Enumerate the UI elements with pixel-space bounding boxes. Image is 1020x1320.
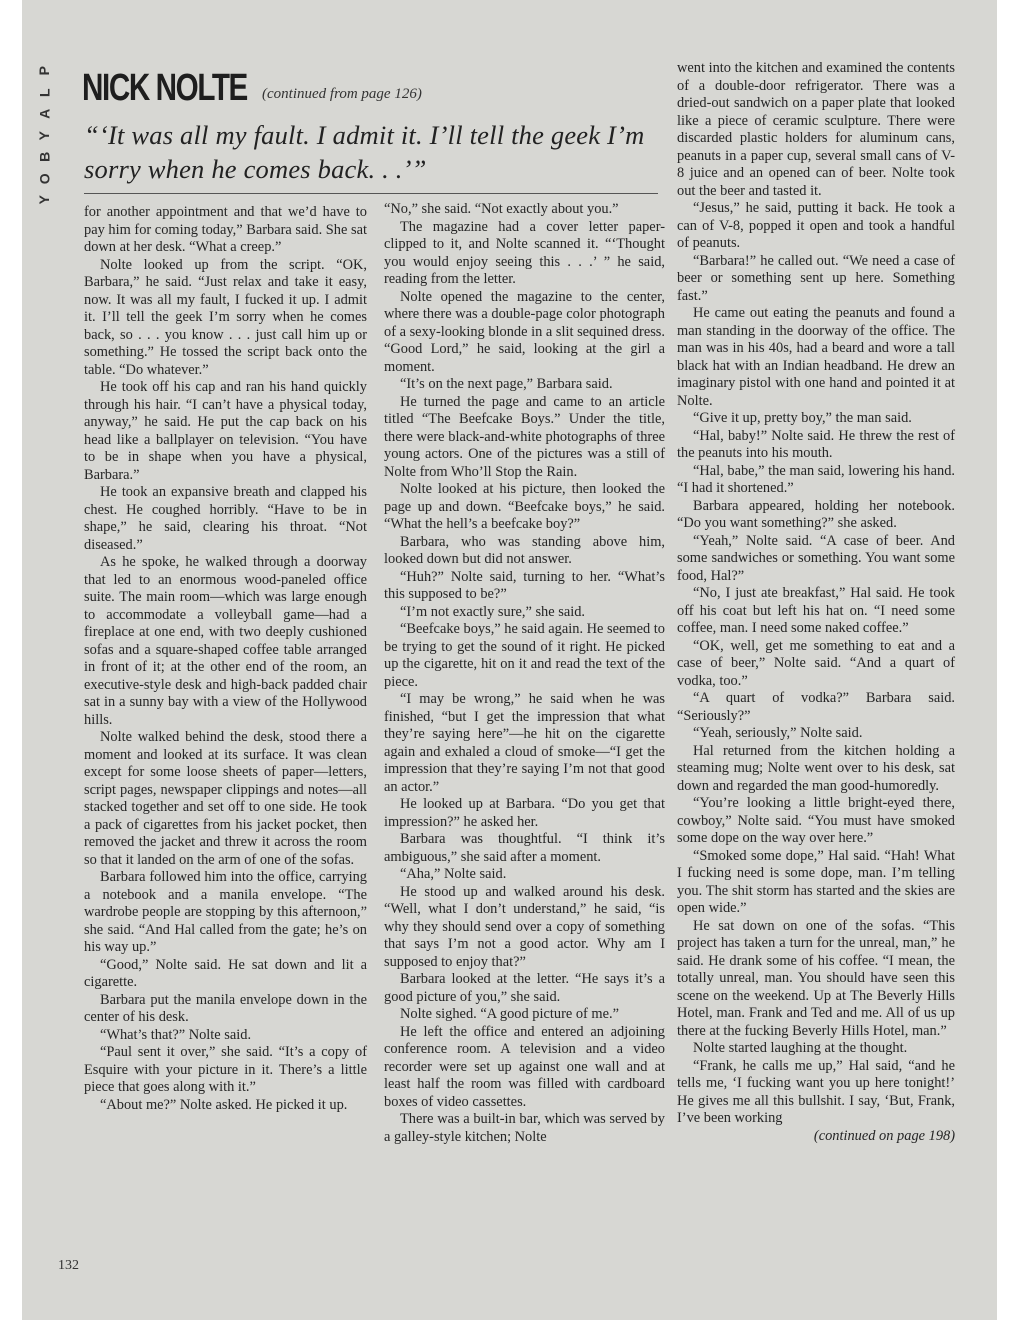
article-paragraph: Nolte looked up from the script. “OK, Barbara,” he said. “Just relax and take it easy, now. It was all my fault, I fucked it up. I admit it. I’ll tell the geek I’m sorry when he comes back, so . . . you know . . . just call him up or something.” He tossed the script back onto the table. “Do whatever.” (84, 256, 367, 378)
article-paragraph: Barbara was thoughtful. “I think it’s ambiguous,” she said after a moment. (384, 831, 665, 865)
side-label-letter: O (36, 172, 53, 184)
side-label-letter: B (36, 151, 53, 162)
article-paragraph: went into the kitchen and examined the contents of a double-door refrigerator. There was a dried-out sandwich on a paper plate that looked like a piece of ceramic sculpture. There were discarded plastic holders for aluminum cans, peanuts in a paper cup, several small cans of V-8 juice and an opened can of beer. Nolte took out the beer and tasted it. (677, 60, 955, 199)
side-label-letter: Y (36, 130, 53, 140)
article-paragraph: “What’s that?” Nolte said. (100, 1026, 252, 1043)
page-number: 132 (58, 1258, 79, 1273)
article-paragraph: “Huh?” Nolte said, turning to her. “What’s this supposed to be?” (384, 568, 665, 602)
article-paragraph: Nolte walked behind the desk, stood there a moment and looked at its surface. It was clean except for some loose sheets of paper—letters, script pages, newspaper clippings and notes—all stacked together and set off to one side. He took a pack of cigarettes from his jacket pocket, then removed the jacket and threw it across the room so that it landed on the arm of one of the sofas. (84, 729, 367, 868)
continued-from-note: (continued from page 126) (262, 86, 422, 102)
article-paragraph: “Aha,” Nolte said. (400, 866, 507, 882)
article-paragraph: He left the office and entered an adjoining conference room. A television and a video recorder were set up against one wall and at least half the room was filled with cardboard boxes of video cassettes. (384, 1023, 665, 1110)
text-column-2 (384, 201, 665, 1146)
article-paragraph: Barbara looked at the letter. “He says it’s a good picture of you,” she said. (384, 971, 665, 1005)
article-paragraph: Barbara appeared, holding her notebook. “Do you want something?” she asked. (677, 497, 955, 531)
text-column-3 (677, 60, 955, 1145)
article-paragraph: He came out eating the peanuts and found a man standing in the doorway of the office. The man was in his 40s, had a beard and wore a tall black hat with an Indian headband. He drew an imaginary pistol with one hand and pointed it at Nolte. (677, 305, 955, 409)
article-paragraph: “Beefcake boys,” he said again. He seemed to be trying to get the sound of it right. He picked up the cigarette, hit on it and read the text of the piece. (384, 621, 665, 690)
article-paragraph: “Give it up, pretty boy,” the man said. (693, 410, 912, 426)
article-paragraph: Nolte opened the magazine to the center, where there was a double-page color photograph of a sexy-looking blonde in a slit sequined dress. “Good Lord,” he said, looking at the girl a moment. (384, 288, 665, 375)
article-paragraph: He took an expansive breath and clapped his chest. He coughed horribly. “Have to be in shape,” he said, clearing his throat. “Not diseased.” (84, 484, 367, 553)
continued-on-note: (continued on page 198) (813, 1127, 955, 1144)
article-paragraph: “I’m not exactly sure,” she said. (400, 603, 586, 620)
article-paragraph: “OK, well, get me something to eat and a case of beer,” Nolte said. “And a quart of vodka, too.” (677, 637, 955, 689)
article-paragraph: He stood up and walked around his desk. “Well, what I don’t understand,” he said, “is why they should send over a copy of something that says I’m not a good actor. Why am I supposed to enjoy that?” (384, 883, 665, 970)
article-paragraph: He looked up at Barbara. “Do you get that impression?” he asked her. (384, 796, 665, 830)
article-paragraph: “Smoked some dope,” Hal said. “Hah! What I fucking need is some dope, man. I’m telling you. The shit storm has started and the skies are open wide.” (677, 847, 955, 916)
article-paragraph: He turned the page and came to an article titled “The Beefcake Boys.” Under the title, there were black-and-white photographs of three young actors. One of the pictures was a still of Nolte from Who’ll Stop the Rain. (384, 393, 665, 480)
article-paragraph: Hal returned from the kitchen holding a steaming mug; Nolte went over to his desk, sat down and regarded the man good-humoredly. (677, 742, 955, 794)
side-label-letter: L (36, 87, 53, 97)
article-paragraph: “Frank, he calls me up,” Hal said, “and he tells me, ‘I fucking want you up here tonight!’ He gives me all this bullshit. I say, ‘But, Frank, I’ve been working (677, 1057, 955, 1126)
text-column-1 (84, 204, 367, 1114)
article-paragraph: “Paul sent it over,” she said. “It’s a copy of Esquire with your picture in it. There’s a little piece that goes along with it.” (84, 1044, 367, 1095)
article-paragraph: “Hal, baby!” Nolte said. He threw the rest of the peanuts into his mouth. (677, 427, 955, 461)
article-paragraph: “About me?” Nolte asked. He picked it up. (100, 1096, 348, 1113)
article-paragraph: He sat down on one of the sofas. “This project has taken a turn for the unreal, man,” he said. He drank some of his coffee. “I mean, the totally unreal, man. You should have seen this scene on the weekend. Up at The Beverly Hills Hotel, man. Frank and Ted and me. All of us up there at the fucking Beverly Hills Hotel, man.” (677, 917, 955, 1039)
side-label-letter: Y (36, 195, 53, 205)
article-paragraph: “You’re looking a little bright-eyed there, cowboy,” Nolte said. “You must have smoked some dope on the way over here.” (677, 795, 955, 846)
article-title: NICK NOLTE (82, 67, 247, 109)
article-paragraph: “I may be wrong,” he said when he was finished, “but I get the impression that what they’re saying here”—he hit on the cigarette again and exhaled a cloud of smoke—“I get the impression that they’re saying I’m not that good an actor.” (384, 691, 665, 795)
article-paragraph: Nolte looked at his picture, then looked the page up and down. “Beefcake boys,” he said. “What the hell’s a beefcake boy?” (384, 481, 665, 532)
article-paragraph: He took off his cap and ran his hand quickly through his hair. “I can’t have a physical today, anyway,” he said. He put the cap back on his head like a ballplayer on television. “You have to be in shape when you have a physical, Barbara.” (84, 379, 367, 483)
article-paragraph: “Good,” Nolte said. He sat down and lit a cigarette. (84, 956, 367, 990)
side-label-letter: P (36, 66, 53, 76)
article-paragraph: “No, I just ate breakfast,” Hal said. He took off his coat but left his hat on. “I need some coffee, man. I need some naked coffee.” (677, 585, 955, 636)
pull-quote: “‘It was all my fault. I admit it. I’ll tell the geek I’m sorry when he comes back. . .’” (84, 120, 645, 184)
article-paragraph: “Yeah,” Nolte said. “A case of beer. And some sandwiches or something. You want some food, Hal?” (677, 532, 955, 584)
article-paragraph: As he spoke, he walked through a doorway that led to an enormous wood-paneled office suite. The main room—which was large enough to accommodate a volleyball game—had a fireplace at one end, with two deeply cushioned sofas and a square-shaped coffee table arranged in front of it; at the other end of the room, an executive-style desk and high-back padded chair sat in a sunny bay with a view of the Hollywood hills. (84, 554, 367, 728)
article-paragraph: The magazine had a cover letter paper-clipped to it, and Nolte scanned it. “‘Thought you would enjoy seeing this . . .’ ” he said, reading from the letter. (384, 218, 665, 287)
article-paragraph: “A quart of vodka?” Barbara said. “Seriously?” (677, 690, 955, 724)
article-header (82, 66, 662, 110)
article-paragraph: “It’s on the next page,” Barbara said. (400, 376, 613, 392)
article-paragraph: Nolte sighed. “A good picture of me.” (400, 1006, 619, 1022)
article-paragraph: “Jesus,” he said, putting it back. He took a can of V-8, popped it open and took a handful of peanuts. (677, 200, 955, 251)
article-paragraph: “Yeah, seriously,” Nolte said. (693, 725, 863, 741)
article-paragraph: “No,” she said. “Not exactly about you.” (384, 201, 619, 217)
side-label-letter: A (36, 108, 53, 119)
article-paragraph: Nolte started laughing at the thought. (693, 1040, 908, 1056)
pull-quote-rule (84, 193, 658, 194)
article-paragraph: There was a built-in bar, which was served by a galley-style kitchen; Nolte (384, 1111, 665, 1145)
article-paragraph: for another appointment and that we’d have to pay him for coming today,” Barbara said. She sat down at her desk. “What a creep.” (84, 204, 367, 255)
article-paragraph: “Hal, babe,” the man said, lowering his hand. “I had it shortened.” (677, 462, 955, 496)
article-paragraph: Barbara, who was standing above him, looked down but did not answer. (384, 533, 665, 567)
article-paragraph: “Barbara!” he called out. “We need a case of beer or something sent up here. Something fast.” (677, 252, 955, 304)
magazine-side-label (30, 60, 60, 211)
article-paragraph: Barbara followed him into the office, carrying a notebook and a manila envelope. “The wardrobe people are stopping by this afternoon,” she said. “And Hal called from the gate; he’s on his way up.” (84, 869, 367, 955)
article-paragraph: Barbara put the manila envelope down in the center of his desk. (84, 991, 367, 1025)
